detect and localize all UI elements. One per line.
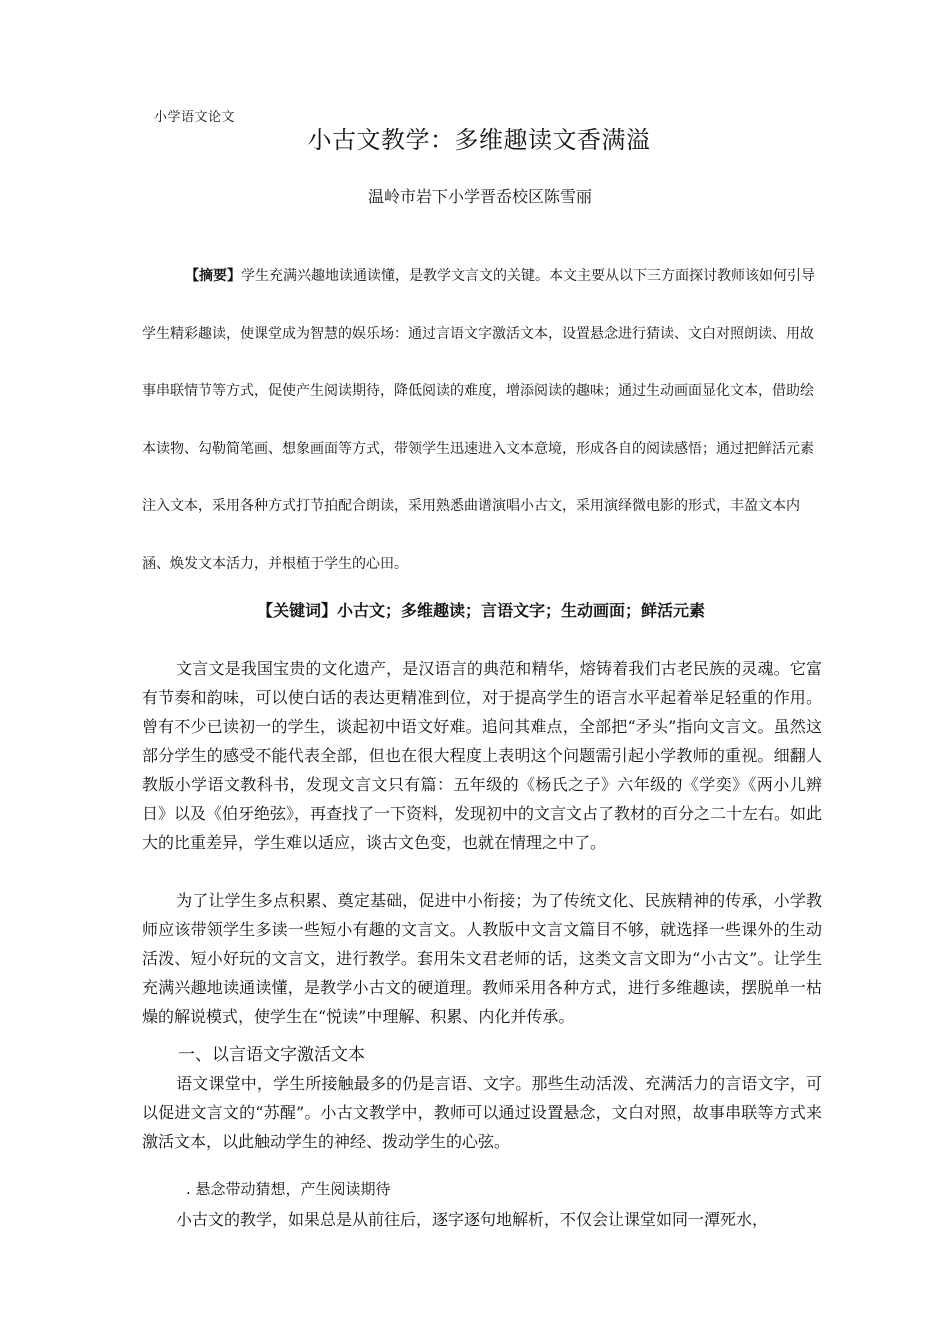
abstract-text: 学生充满兴趣地读通读懂，是教学文言文的关键。本文主要从以下三方面探讨教师该如何引导学生精彩趣读，使课堂成为智慧的娱乐场：通过言语文字激活文本，设置悬念进行猜读、文白对照朗读、用故事串联情节等方式，促使产生阅读期待，降低阅读的难度，增添阅读的趣味；通过生动画面显化文本，借助绘本读物、勾勒简笔画、想象画面等方式，带领学生迅速进入文本意境，形成各自的阅读感悟；通过把鲜活元素注入文本，采用各种方式打节拍配合朗读，采用熟悉曲谱演唱小古文，采用演绎微电影的形式，丰盈文本内涵、焕发文本活力，并根植于学生的心田。	[142, 268, 815, 572]
abstract	[142, 248, 822, 593]
body-paragraph	[142, 1205, 822, 1234]
body-paragraph	[142, 886, 822, 1031]
section-heading: 一、以言语文字激活文本	[178, 1045, 365, 1065]
keywords: 【关键词】小古文；多维趣读；言语文字；生动画面；鲜活元素	[256, 601, 705, 620]
paragraph-text: 文言文是我国宝贵的文化遗产，是汉语言的典范和精华，熔铸着我们古老民族的灵魂。它富有节奏和韵味，可以使白话的表达更精准到位，对于提高学生的语言水平起着举足轻重的作用。曾有不少已读初一的学生，谈起初中语文好难。追问其难点，全部把“矛头”指向文言文。虽然这部分学生的感受不能代表全部，但也在很大程度上表明这个问题需引起小学教师的重视。细翻人教版小学语文教科书，发现文言文只有篇：五年级的《杨氏之子》六年级的《学奕》《两小儿辨日》以及《伯牙绝弦》，再查找了一下资料，发现初中的文言文占了教材的百分之二十左右。如此大的比重差异，学生难以适应，谈古文色变，也就在情理之中了。	[142, 659, 823, 852]
header-label: 小学语文论文	[154, 110, 236, 125]
subsection-heading: . 悬念带动猜想，产生阅读期待	[186, 1180, 391, 1198]
abstract-label: 【摘要】	[185, 268, 241, 284]
paragraph-text: 为了让学生多点积累、奠定基础，促进中小衔接；为了传统文化、民族精神的传承，小学教师应该带领学生多读一些短小有趣的文言文。人教版中文言文篇目不够，就选择一些课外的生动活泼、短小好玩的文言文，进行教学。套用朱文君老师的话，这类文言文即为“小古文”。让学生充满兴趣地读通读懂，是教学小古文的硬道理。教师采用各种方式，进行多维趣读，摆脱单一枯燥的解说模式，使学生在“悦读”中理解、积累、内化并传承。	[142, 891, 822, 1026]
paragraph-text: 语文课堂中，学生所接触最多的仍是言语、文字。那些生动活泼、充满活力的言语文字，可以促进文言文的“苏醒”。小古文教学中，教师可以通过设置悬念，文白对照，故事串联等方式来激活文本，以此触动学生的神经、拨动学生的心弦。	[142, 1074, 822, 1151]
body-paragraph	[142, 654, 822, 857]
document-title: 小古文教学：多维趣读文香满溢	[307, 126, 651, 154]
body-paragraph	[142, 1069, 822, 1156]
author-line: 温岭市岩下小学晋岙校区陈雪丽	[367, 187, 592, 206]
paragraph-text: 小古文的教学，如果总是从前往后，逐字逐句地解析，不仅会让课堂如同一潭死水，	[176, 1210, 769, 1229]
